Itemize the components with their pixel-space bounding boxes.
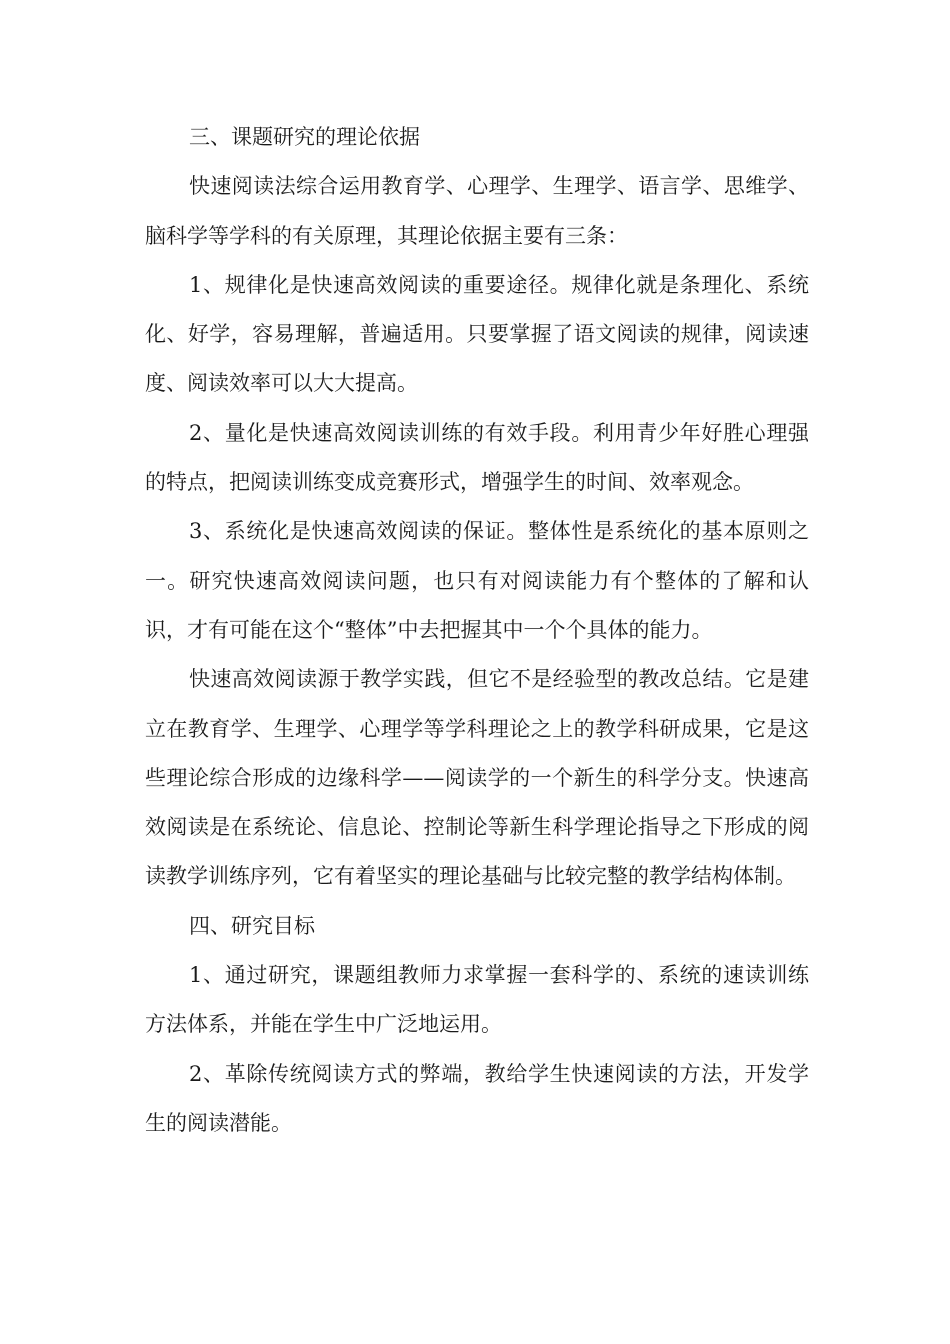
document-page (145, 113, 809, 1148)
paragraph-intro: 快速阅读法综合运用教育学、心理学、生理学、语言学、思维学、脑科学等学科的有关原理，其理论依据主要有三条： (145, 174, 809, 248)
paragraph-point-2: 2、量化是快速高效阅读训练的有效手段。利用青少年好胜心理强的特点，把阅读训练变成竞赛形式，增强学生的时间、效率观念。 (145, 420, 809, 495)
section-heading-theory: 三、课题研究的理论依据 (189, 125, 420, 149)
paragraph-summary: 快速高效阅读源于教学实践，但它不是经验型的教改总结。它是建立在教育学、生理学、心理学等学科理论之上的教学科研成果，它是这些理论综合形成的边缘科学——阅读学的一个新生的科学分支。快速高效阅读是在系统论、信息论、控制论等新生科学理论指导之下形成的阅读教学训练序列，它有着坚实的理论基础与比较完整的教学结构体制。 (145, 667, 809, 889)
paragraph-goal-2: 2、革除传统阅读方式的弊端，教给学生快速阅读的方法，开发学生的阅读潜能。 (145, 1061, 809, 1135)
paragraph-point-1: 1、规律化是快速高效阅读的重要途径。规律化就是条理化、系统化、好学，容易理解，普遍适用。只要掌握了语文阅读的规律，阅读速度、阅读效率可以大大提高。 (145, 272, 809, 396)
section-heading-goals: 四、研究目标 (189, 913, 315, 938)
paragraph-point-3: 3、系统化是快速高效阅读的保证。整体性是系统化的基本原则之一。研究快速高效阅读问题，也只有对阅读能力有个整体的了解和认识，才有可能在这个“整体”中去把握其中一个个具体的能力。 (145, 519, 809, 642)
paragraph-goal-1: 1、通过研究，课题组教师力求掌握一套科学的、系统的速读训练方法体系，并能在学生中广泛地运用。 (145, 963, 809, 1037)
